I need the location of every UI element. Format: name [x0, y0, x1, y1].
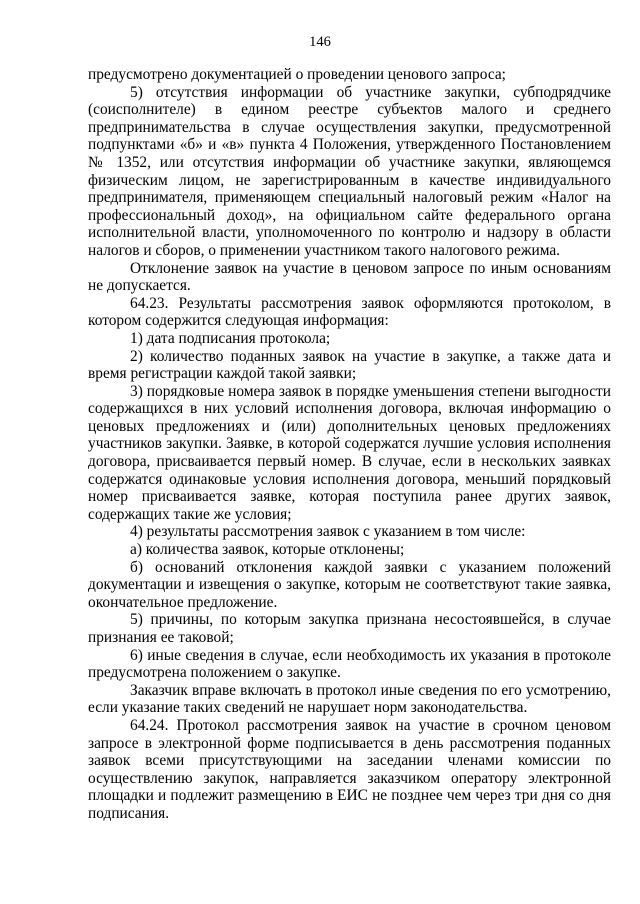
paragraph-item-5-smp: 5) отсутствия информации об участнике закупки, субподрядчике (соисполнителе) в едином реестре субъектов малого и среднего предпринимательства в случае осуществления закупки, предусмотренной подпунктами «б» и «в» пункта 4 Положения, утвержденного Постановлением № 1352, или отсутствия информации об участнике закупки, являющемся физическим лицом, не зарегистрированным в качестве индивидуального предпринимателя, применяющем специальный налоговый режим «Налог на профессиональный доход», на официальном сайте федерального органа исполнительной власти, уполномоченного по контролю и надзору в области налогов и сборов, о применении участником такого налогового режима. — [88, 83, 611, 259]
list-item-5: 5) причины, по которым закупка признана несостоявшейся, в случае признания ее таковой; — [88, 611, 611, 646]
paragraph-continuation: предусмотрено документацией о проведении ценового запроса; — [88, 66, 506, 83]
page-number: 146 — [309, 34, 331, 50]
paragraph-64-24: 64.24. Протокол рассмотрения заявок на участие в срочном ценовом запросе в электронной форме подписывается в день рассмотрения поданных заявок всеми присутствующими на заседании членами комиссии по осуществлению закупок, направляется заказчиком оператору электронной площадки и подлежит размещению в ЕИС не позднее чем через три дня со дня подписания. — [88, 716, 611, 822]
paragraph-rejection-note: Отклонение заявок на участие в ценовом запросе по иным основаниям не допускается. — [88, 259, 611, 295]
list-item-2: 2) количество поданных заявок на участие в закупке, а также дата и время регистрации каждой такой заявки; — [88, 347, 611, 383]
list-item-4-b: б) оснований отклонения каждой заявки с указанием положений документации и извещения о закупке, которым не соответствуют такие заявка, окончательное предложение. — [88, 558, 611, 611]
list-item-3: 3) порядковые номера заявок в порядке уменьшения степени выгодности содержащихся в них условий исполнения договора, включая информацию о ценовых предложениях и (или) дополнительных ценовых предложениях участников закупки. Заявке, в которой содержатся лучшие условия исполнения договора, присваивается первый номер. В случае, если в нескольких заявках содержатся одинаковые условия исполнения договора, меньший порядковый номер присваивается заявке, которая поступила ранее других заявок, содержащих такие же условия; — [88, 382, 611, 523]
paragraph-customer-right: Заказчик вправе включать в протокол иные сведения по его усмотрению, если указание таких сведений не нарушает норм законодательства. — [88, 681, 611, 717]
list-item-6: 6) иные сведения в случае, если необходимость их указания в протоколе предусмотрена положением о закупке. — [88, 646, 611, 682]
list-item-4-a: а) количества заявок, которые отклонены; — [130, 541, 405, 559]
paragraph-64-23: 64.23. Результаты рассмотрения заявок оформляются протоколом, в котором содержится следующая информация: — [88, 294, 611, 330]
document-body — [88, 66, 611, 823]
list-item-4: 4) результаты рассмотрения заявок с указанием в том числе: — [130, 523, 526, 541]
list-item-1: 1) дата подписания протокола; — [130, 329, 331, 347]
